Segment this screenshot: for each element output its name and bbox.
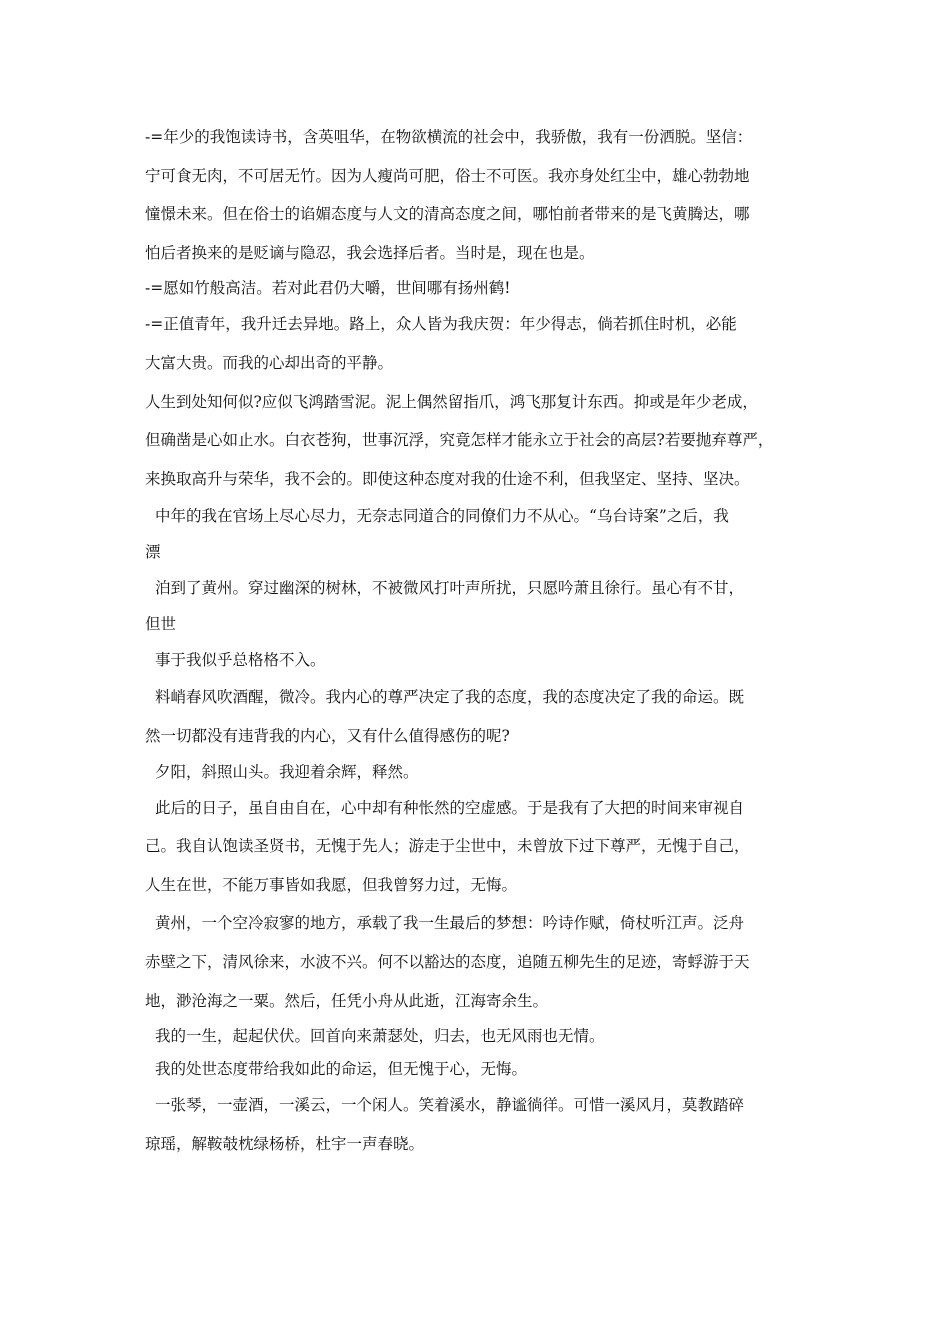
text-line: 来换取高升与荣华，我不会的。即使这种态度对我的仕途不利，但我坚定、坚持、坚决。 bbox=[145, 469, 750, 488]
text-line: -=愿如竹般高洁。若对此君仍大嚼，世间哪有扬州鹤! bbox=[145, 279, 511, 298]
paragraph-14 bbox=[145, 1086, 810, 1163]
paragraph-1 bbox=[145, 118, 810, 272]
text-line: 大富大贵。而我的心却出奇的平静。 bbox=[145, 353, 394, 372]
text-line: 中年的我在官场上尽心尽力，无奈志同道合的同僚们力不从心。“乌台诗案”之后，我 bbox=[155, 507, 729, 526]
paragraph-6 bbox=[145, 570, 810, 642]
paragraph-4 bbox=[145, 383, 810, 499]
paragraph-10 bbox=[145, 789, 810, 905]
text-line: 但确凿是心如止水。白衣苍狗，世事沉浮，究竟怎样才能永立于社会的高层?若要抛弃尊严， bbox=[145, 431, 774, 450]
text-line: 我的一生，起起伏伏。回首向来萧瑟处，归去，也无风雨也无情。 bbox=[155, 1027, 605, 1046]
text-line: 黄州，一个空冷寂寥的地方，承载了我一生最后的梦想：吟诗作赋，倚杖听江声。泛舟 bbox=[155, 914, 745, 933]
text-line: 一张琴，一壶酒，一溪云，一个闲人。笑着溪水，静谧徜徉。可惜一溪风月，莫教踏碎 bbox=[155, 1096, 745, 1115]
text-line: 事于我似乎总格格不入。 bbox=[155, 651, 326, 670]
text-line: 人生到处知何似?应似飞鸿踏雪泥。泥上偶然留指爪，鸿飞那复计东西。抑或是年少老成， bbox=[145, 392, 758, 411]
text-line: -=正值青年，我升迁去异地。路上，众人皆为我庆贺：年少得志，倘若抓住时机，必能 bbox=[145, 315, 737, 334]
paragraph-7 bbox=[145, 642, 810, 678]
essay-body bbox=[145, 118, 810, 1163]
text-line: 地，渺沧海之一粟。然后，任凭小舟从此逝，江海寄余生。 bbox=[145, 991, 549, 1010]
text-line: 此后的日子，虽自由自在，心中却有种怅然的空虚感。于是我有了大把的时间来审视自 bbox=[155, 798, 745, 817]
paragraph-5 bbox=[145, 498, 810, 570]
paragraph-9 bbox=[145, 756, 810, 789]
text-line: 夕阳，斜照山头。我迎着余辉，释然。 bbox=[155, 762, 419, 781]
text-line: 料峭春风吹酒醒，微冷。我内心的尊严决定了我的态度，我的态度决定了我的命运。既 bbox=[155, 688, 745, 707]
text-line: 我的处世态度带给我如此的命运，但无愧于心，无悔。 bbox=[155, 1060, 528, 1079]
text-line: 赤壁之下，清风徐来，水波不兴。何不以豁达的态度，追随五柳先生的足迹，寄蜉游于天 bbox=[145, 952, 750, 971]
text-line: 琼瑶，解鞍攲枕绿杨桥，杜宇一声春晓。 bbox=[145, 1134, 425, 1153]
text-line: 怕后者换来的是贬谪与隐忍，我会选择后者。当时是，现在也是。 bbox=[145, 243, 595, 262]
paragraph-8 bbox=[145, 678, 810, 755]
text-line: 己。我自认饱读圣贤书，无愧于先人；游走于尘世中，未曾放下过下尊严，无愧于自己， bbox=[145, 837, 750, 856]
paragraph-2 bbox=[145, 272, 810, 305]
paragraph-13 bbox=[145, 1053, 810, 1086]
paragraph-3 bbox=[145, 305, 810, 382]
text-line: 但世 bbox=[145, 615, 177, 634]
paragraph-11 bbox=[145, 904, 810, 1020]
text-line: 憧憬未来。但在俗士的谄媚态度与人文的清高态度之间，哪怕前者带来的是飞黄腾达，哪 bbox=[145, 205, 750, 224]
paragraph-12 bbox=[145, 1020, 810, 1053]
text-line: 人生在世，不能万事皆如我愿，但我曾努力过，无悔。 bbox=[145, 875, 518, 894]
text-line: 漂 bbox=[145, 543, 161, 562]
text-line: 然一切都没有违背我的内心，又有什么值得感伤的呢? bbox=[145, 726, 510, 745]
text-line: 泊到了黄州。穿过幽深的树林，不被微风打叶声所扰，只愿吟萧且徐行。虽心有不甘， bbox=[155, 579, 745, 598]
text-line: -=年少的我饱读诗书，含英咀华，在物欲横流的社会中，我骄傲，我有一份洒脱。坚信： bbox=[145, 128, 753, 146]
text-line: 宁可食无肉，不可居无竹。因为人瘦尚可肥，俗士不可医。我亦身处红尘中，雄心勃勃地 bbox=[145, 166, 750, 185]
